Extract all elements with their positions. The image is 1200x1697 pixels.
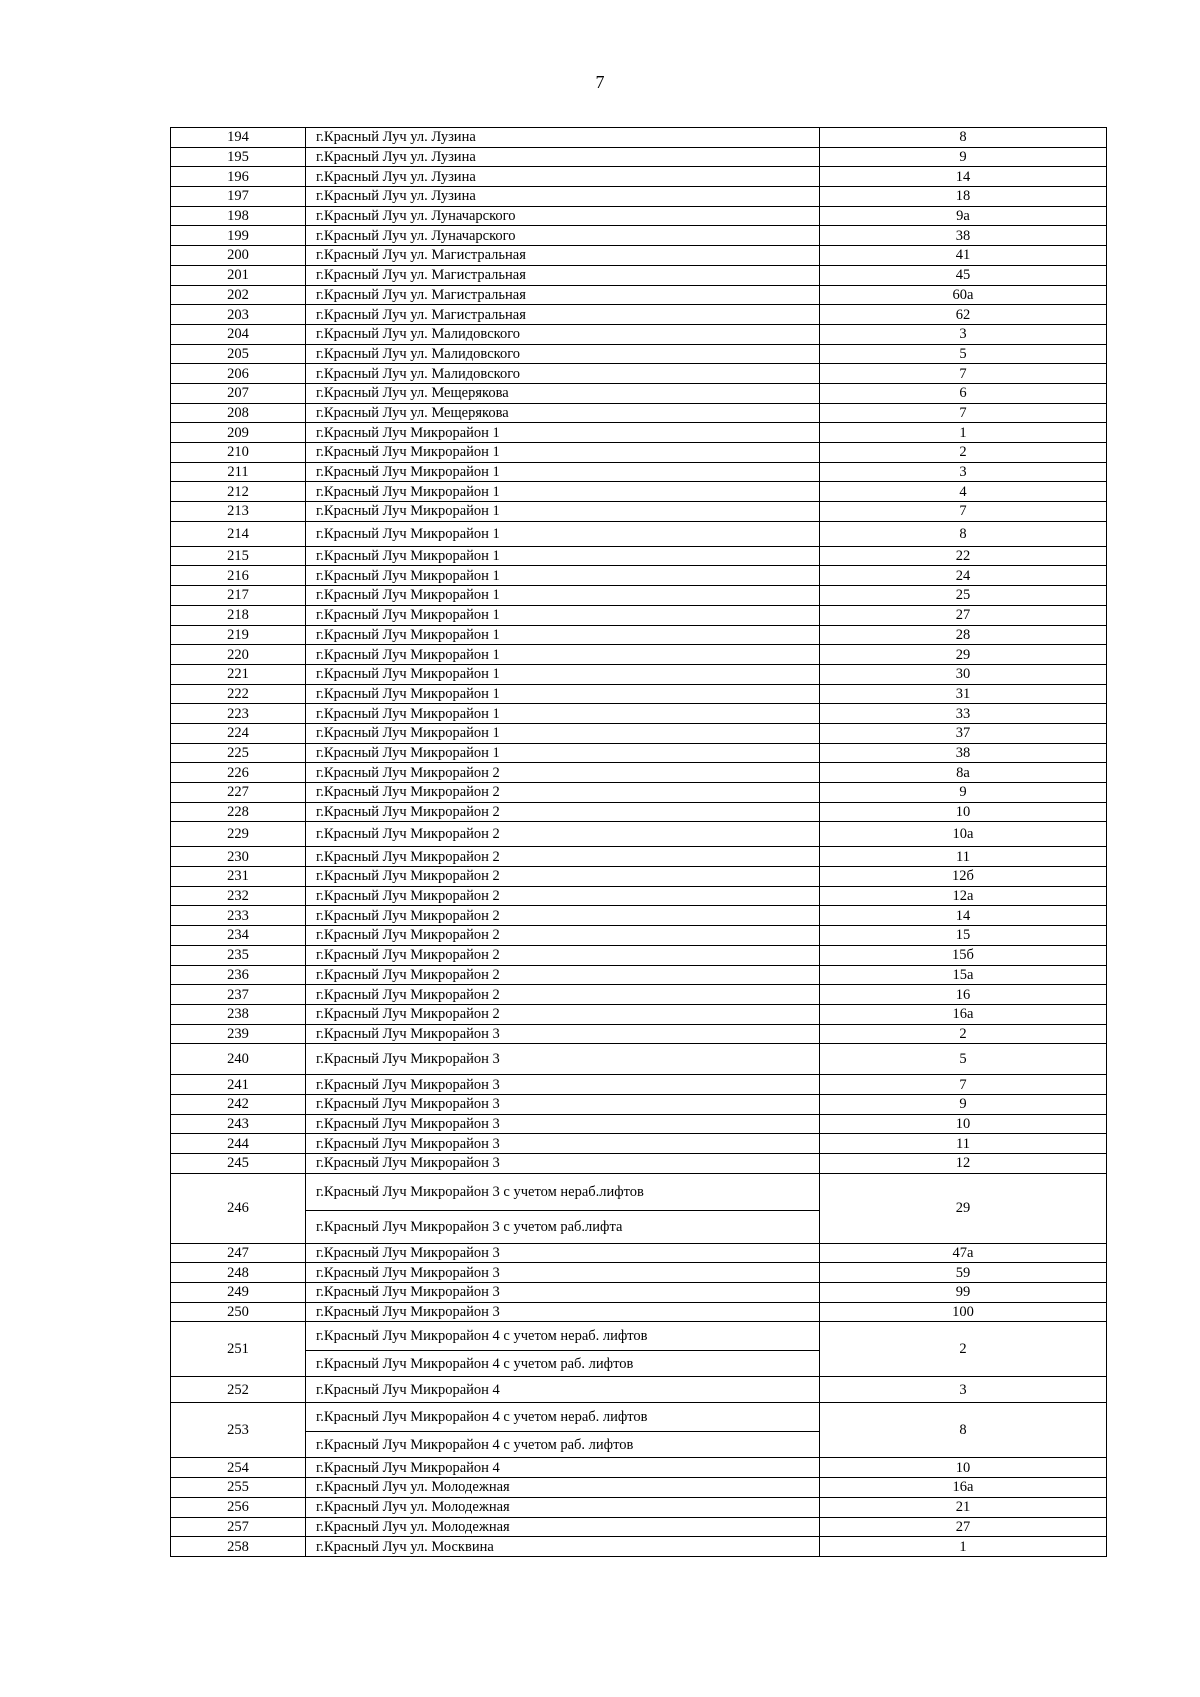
table-row <box>171 226 1107 246</box>
row-number: 220 <box>171 645 306 665</box>
table-row <box>171 1517 1107 1537</box>
table-row <box>171 1497 1107 1517</box>
row-number: 247 <box>171 1243 306 1263</box>
table-row <box>171 1537 1107 1557</box>
house-number: 60а <box>820 285 1107 305</box>
row-number: 196 <box>171 167 306 187</box>
house-number: 25 <box>820 586 1107 606</box>
table-row <box>171 625 1107 645</box>
house-number: 22 <box>820 546 1107 566</box>
row-number: 231 <box>171 867 306 887</box>
row-number: 217 <box>171 586 306 606</box>
house-number: 29 <box>820 645 1107 665</box>
table-row <box>171 1263 1107 1283</box>
table-row <box>171 502 1107 522</box>
house-number: 5 <box>820 344 1107 364</box>
table-row <box>171 305 1107 325</box>
house-number: 38 <box>820 226 1107 246</box>
house-number: 100 <box>820 1302 1107 1322</box>
address-cell: г.Красный Луч Микрорайон 2 <box>306 906 820 926</box>
address-cell: г.Красный Луч ул. Молодежная <box>306 1478 820 1498</box>
house-number: 10 <box>820 1458 1107 1478</box>
row-number: 242 <box>171 1094 306 1114</box>
house-number: 8 <box>820 128 1107 148</box>
table-row <box>171 1403 1107 1432</box>
row-number: 228 <box>171 802 306 822</box>
row-number: 252 <box>171 1377 306 1403</box>
house-number: 8 <box>820 1403 1107 1458</box>
table-row <box>171 566 1107 586</box>
address-cell: г.Красный Луч ул. Мещерякова <box>306 403 820 423</box>
house-number: 18 <box>820 187 1107 207</box>
address-cell: г.Красный Луч Микрорайон 2 <box>306 965 820 985</box>
address-cell: г.Красный Луч ул. Магистральная <box>306 305 820 325</box>
house-number: 12 <box>820 1154 1107 1174</box>
address-cell: г.Красный Луч Микрорайон 1 <box>306 586 820 606</box>
table-row <box>171 723 1107 743</box>
row-number: 248 <box>171 1263 306 1283</box>
row-number: 244 <box>171 1134 306 1154</box>
row-number: 232 <box>171 886 306 906</box>
house-number: 9а <box>820 206 1107 226</box>
address-cell: г.Красный Луч ул. Лузина <box>306 187 820 207</box>
house-number: 5 <box>820 1044 1107 1075</box>
row-number: 208 <box>171 403 306 423</box>
row-number: 209 <box>171 423 306 443</box>
house-number: 99 <box>820 1283 1107 1303</box>
address-cell: г.Красный Луч Микрорайон 2 <box>306 763 820 783</box>
house-number: 11 <box>820 847 1107 867</box>
row-number: 249 <box>171 1283 306 1303</box>
address-cell: г.Красный Луч Микрорайон 3 <box>306 1243 820 1263</box>
table-row <box>171 664 1107 684</box>
row-number: 210 <box>171 443 306 463</box>
address-cell: г.Красный Луч Микрорайон 2 <box>306 945 820 965</box>
address-cell: г.Красный Луч Микрорайон 1 <box>306 664 820 684</box>
house-number: 8 <box>820 521 1107 546</box>
table-row <box>171 423 1107 443</box>
address-cell: г.Красный Луч Микрорайон 1 <box>306 502 820 522</box>
table-row <box>171 867 1107 887</box>
address-cell: г.Красный Луч ул. Мещерякова <box>306 383 820 403</box>
address-cell: г.Красный Луч Микрорайон 1 <box>306 443 820 463</box>
address-cell: г.Красный Луч Микрорайон 3 <box>306 1263 820 1283</box>
address-cell: г.Красный Луч Микрорайон 2 <box>306 867 820 887</box>
address-cell: г.Красный Луч ул. Магистральная <box>306 285 820 305</box>
house-number: 37 <box>820 723 1107 743</box>
address-cell: г.Красный Луч Микрорайон 3 <box>306 1283 820 1303</box>
address-cell: г.Красный Луч Микрорайон 1 <box>306 605 820 625</box>
address-cell: г.Красный Луч Микрорайон 1 <box>306 482 820 502</box>
table-row <box>171 704 1107 724</box>
address-table <box>170 127 1107 1557</box>
row-number: 255 <box>171 1478 306 1498</box>
house-number: 24 <box>820 566 1107 586</box>
house-number: 1 <box>820 423 1107 443</box>
house-number: 10а <box>820 822 1107 847</box>
house-number: 7 <box>820 502 1107 522</box>
address-cell: г.Красный Луч Микрорайон 2 <box>306 802 820 822</box>
house-number: 7 <box>820 1075 1107 1095</box>
house-number: 16 <box>820 985 1107 1005</box>
row-number: 202 <box>171 285 306 305</box>
row-number: 246 <box>171 1173 306 1243</box>
row-number: 234 <box>171 926 306 946</box>
row-number: 229 <box>171 822 306 847</box>
house-number: 3 <box>820 462 1107 482</box>
address-cell: г.Красный Луч ул. Малидовского <box>306 344 820 364</box>
house-number: 21 <box>820 1497 1107 1517</box>
address-cell: г.Красный Луч ул. Молодежная <box>306 1517 820 1537</box>
address-cell: г.Красный Луч Микрорайон 1 <box>306 723 820 743</box>
address-cell: г.Красный Луч ул. Луначарского <box>306 206 820 226</box>
house-number: 28 <box>820 625 1107 645</box>
house-number: 1 <box>820 1537 1107 1557</box>
house-number: 7 <box>820 364 1107 384</box>
table-row <box>171 1478 1107 1498</box>
address-cell: г.Красный Луч ул. Малидовского <box>306 364 820 384</box>
table-row <box>171 1302 1107 1322</box>
table-row <box>171 187 1107 207</box>
row-number: 224 <box>171 723 306 743</box>
row-number: 203 <box>171 305 306 325</box>
house-number: 12а <box>820 886 1107 906</box>
house-number: 9 <box>820 147 1107 167</box>
row-number: 199 <box>171 226 306 246</box>
table-row <box>171 645 1107 665</box>
house-number: 10 <box>820 1114 1107 1134</box>
table-row <box>171 285 1107 305</box>
house-number: 30 <box>820 664 1107 684</box>
address-cell: г.Красный Луч ул. Лузина <box>306 147 820 167</box>
table-row <box>171 265 1107 285</box>
row-number: 258 <box>171 1537 306 1557</box>
table-row <box>171 1154 1107 1174</box>
row-number: 195 <box>171 147 306 167</box>
address-cell: г.Красный Луч Микрорайон 1 <box>306 645 820 665</box>
house-number: 9 <box>820 783 1107 803</box>
address-cell: г.Красный Луч Микрорайон 3 с учетом нераб.лифтов <box>306 1173 820 1210</box>
address-cell: г.Красный Луч Микрорайон 2 <box>306 783 820 803</box>
table-row <box>171 586 1107 606</box>
row-number: 213 <box>171 502 306 522</box>
house-number: 38 <box>820 743 1107 763</box>
address-cell: г.Красный Луч ул. Москвина <box>306 1537 820 1557</box>
row-number: 236 <box>171 965 306 985</box>
row-number: 207 <box>171 383 306 403</box>
row-number: 194 <box>171 128 306 148</box>
house-number: 16а <box>820 1478 1107 1498</box>
table-row <box>171 1094 1107 1114</box>
row-number: 205 <box>171 344 306 364</box>
house-number: 27 <box>820 605 1107 625</box>
table-row <box>171 763 1107 783</box>
house-number: 31 <box>820 684 1107 704</box>
house-number: 45 <box>820 265 1107 285</box>
row-number: 238 <box>171 1004 306 1024</box>
row-number: 235 <box>171 945 306 965</box>
house-number: 16а <box>820 1004 1107 1024</box>
address-cell: г.Красный Луч Микрорайон 1 <box>306 704 820 724</box>
table-row <box>171 246 1107 266</box>
address-cell: г.Красный Луч Микрорайон 4 с учетом раб. лифтов <box>306 1432 820 1458</box>
table-row <box>171 403 1107 423</box>
table-row <box>171 886 1107 906</box>
table-row <box>171 783 1107 803</box>
house-number: 15 <box>820 926 1107 946</box>
table-row <box>171 684 1107 704</box>
table-row <box>171 1283 1107 1303</box>
table-row <box>171 521 1107 546</box>
address-cell: г.Красный Луч Микрорайон 2 <box>306 985 820 1005</box>
table-row <box>171 926 1107 946</box>
address-cell: г.Красный Луч Микрорайон 2 <box>306 822 820 847</box>
row-number: 226 <box>171 763 306 783</box>
table-row <box>171 324 1107 344</box>
address-cell: г.Красный Луч Микрорайон 1 <box>306 743 820 763</box>
table-row <box>171 128 1107 148</box>
address-cell: г.Красный Луч Микрорайон 2 <box>306 886 820 906</box>
address-cell: г.Красный Луч Микрорайон 3 <box>306 1114 820 1134</box>
row-number: 250 <box>171 1302 306 1322</box>
table-row <box>171 1377 1107 1403</box>
row-number: 212 <box>171 482 306 502</box>
table-row <box>171 985 1107 1005</box>
address-cell: г.Красный Луч Микрорайон 4 с учетом нераб. лифтов <box>306 1322 820 1351</box>
house-number: 62 <box>820 305 1107 325</box>
house-number: 2 <box>820 1024 1107 1044</box>
address-cell: г.Красный Луч ул. Луначарского <box>306 226 820 246</box>
table-row <box>171 364 1107 384</box>
address-cell: г.Красный Луч Микрорайон 2 <box>306 926 820 946</box>
row-number: 237 <box>171 985 306 1005</box>
address-cell: г.Красный Луч Микрорайон 2 <box>306 1004 820 1024</box>
house-number: 2 <box>820 443 1107 463</box>
table-row <box>171 383 1107 403</box>
address-cell: г.Красный Луч Микрорайон 4 <box>306 1377 820 1403</box>
address-cell: г.Красный Луч Микрорайон 1 <box>306 684 820 704</box>
address-cell: г.Красный Луч Микрорайон 3 <box>306 1044 820 1075</box>
table-row <box>171 802 1107 822</box>
row-number: 243 <box>171 1114 306 1134</box>
address-cell: г.Красный Луч Микрорайон 4 <box>306 1458 820 1478</box>
table-row <box>171 965 1107 985</box>
address-cell: г.Красный Луч Микрорайон 3 <box>306 1075 820 1095</box>
row-number: 254 <box>171 1458 306 1478</box>
row-number: 241 <box>171 1075 306 1095</box>
row-number: 197 <box>171 187 306 207</box>
row-number: 206 <box>171 364 306 384</box>
table-row <box>171 945 1107 965</box>
row-number: 225 <box>171 743 306 763</box>
row-number: 230 <box>171 847 306 867</box>
table-row <box>171 1322 1107 1351</box>
address-table-body <box>171 128 1107 1557</box>
house-number: 7 <box>820 403 1107 423</box>
house-number: 6 <box>820 383 1107 403</box>
table-row <box>171 482 1107 502</box>
row-number: 200 <box>171 246 306 266</box>
house-number: 47а <box>820 1243 1107 1263</box>
table-row <box>171 822 1107 847</box>
row-number: 253 <box>171 1403 306 1458</box>
address-cell: г.Красный Луч Микрорайон 3 <box>306 1302 820 1322</box>
table-row <box>171 1075 1107 1095</box>
address-cell: г.Красный Луч Микрорайон 1 <box>306 546 820 566</box>
address-cell: г.Красный Луч Микрорайон 3 <box>306 1094 820 1114</box>
table-row <box>171 847 1107 867</box>
address-cell: г.Красный Луч Микрорайон 1 <box>306 462 820 482</box>
row-number: 221 <box>171 664 306 684</box>
house-number: 14 <box>820 906 1107 926</box>
address-cell: г.Красный Луч ул. Молодежная <box>306 1497 820 1517</box>
row-number: 204 <box>171 324 306 344</box>
table-row <box>171 206 1107 226</box>
row-number: 198 <box>171 206 306 226</box>
row-number: 257 <box>171 1517 306 1537</box>
house-number: 11 <box>820 1134 1107 1154</box>
row-number: 218 <box>171 605 306 625</box>
house-number: 29 <box>820 1173 1107 1243</box>
address-cell: г.Красный Луч Микрорайон 3 с учетом раб.лифта <box>306 1210 820 1243</box>
address-cell: г.Красный Луч ул. Магистральная <box>306 265 820 285</box>
row-number: 240 <box>171 1044 306 1075</box>
row-number: 214 <box>171 521 306 546</box>
house-number: 2 <box>820 1322 1107 1377</box>
row-number: 256 <box>171 1497 306 1517</box>
row-number: 223 <box>171 704 306 724</box>
address-cell: г.Красный Луч Микрорайон 1 <box>306 625 820 645</box>
row-number: 245 <box>171 1154 306 1174</box>
house-number: 3 <box>820 324 1107 344</box>
house-number: 27 <box>820 1517 1107 1537</box>
table-row <box>171 462 1107 482</box>
house-number: 14 <box>820 167 1107 187</box>
row-number: 239 <box>171 1024 306 1044</box>
house-number: 15а <box>820 965 1107 985</box>
address-cell: г.Красный Луч Микрорайон 4 с учетом нераб. лифтов <box>306 1403 820 1432</box>
table-row <box>171 743 1107 763</box>
table-row <box>171 1044 1107 1075</box>
address-cell: г.Красный Луч Микрорайон 3 <box>306 1024 820 1044</box>
table-row <box>171 443 1107 463</box>
address-cell: г.Красный Луч Микрорайон 4 с учетом раб. лифтов <box>306 1351 820 1377</box>
table-row <box>171 1173 1107 1210</box>
address-cell: г.Красный Луч Микрорайон 3 <box>306 1134 820 1154</box>
house-number: 15б <box>820 945 1107 965</box>
house-number: 8а <box>820 763 1107 783</box>
address-cell: г.Красный Луч ул. Магистральная <box>306 246 820 266</box>
row-number: 215 <box>171 546 306 566</box>
table-row <box>171 546 1107 566</box>
address-cell: г.Красный Луч Микрорайон 1 <box>306 566 820 586</box>
table-row <box>171 1114 1107 1134</box>
table-row <box>171 344 1107 364</box>
house-number: 9 <box>820 1094 1107 1114</box>
row-number: 222 <box>171 684 306 704</box>
table-row <box>171 605 1107 625</box>
table-row <box>171 906 1107 926</box>
row-number: 219 <box>171 625 306 645</box>
address-cell: г.Красный Луч Микрорайон 2 <box>306 847 820 867</box>
house-number: 41 <box>820 246 1107 266</box>
row-number: 227 <box>171 783 306 803</box>
house-number: 59 <box>820 1263 1107 1283</box>
house-number: 10 <box>820 802 1107 822</box>
address-cell: г.Красный Луч Микрорайон 1 <box>306 423 820 443</box>
table-row <box>171 147 1107 167</box>
table-row <box>171 167 1107 187</box>
row-number: 251 <box>171 1322 306 1377</box>
address-cell: г.Красный Луч ул. Лузина <box>306 128 820 148</box>
table-row <box>171 1458 1107 1478</box>
address-cell: г.Красный Луч Микрорайон 1 <box>306 521 820 546</box>
address-cell: г.Красный Луч ул. Малидовского <box>306 324 820 344</box>
row-number: 216 <box>171 566 306 586</box>
house-number: 3 <box>820 1377 1107 1403</box>
house-number: 12б <box>820 867 1107 887</box>
page-number: 7 <box>595 72 605 92</box>
address-cell: г.Красный Луч ул. Лузина <box>306 167 820 187</box>
table-row <box>171 1004 1107 1024</box>
house-number: 4 <box>820 482 1107 502</box>
row-number: 201 <box>171 265 306 285</box>
row-number: 211 <box>171 462 306 482</box>
row-number: 233 <box>171 906 306 926</box>
house-number: 33 <box>820 704 1107 724</box>
table-row <box>171 1243 1107 1263</box>
table-row <box>171 1024 1107 1044</box>
table-row <box>171 1134 1107 1154</box>
address-cell: г.Красный Луч Микрорайон 3 <box>306 1154 820 1174</box>
